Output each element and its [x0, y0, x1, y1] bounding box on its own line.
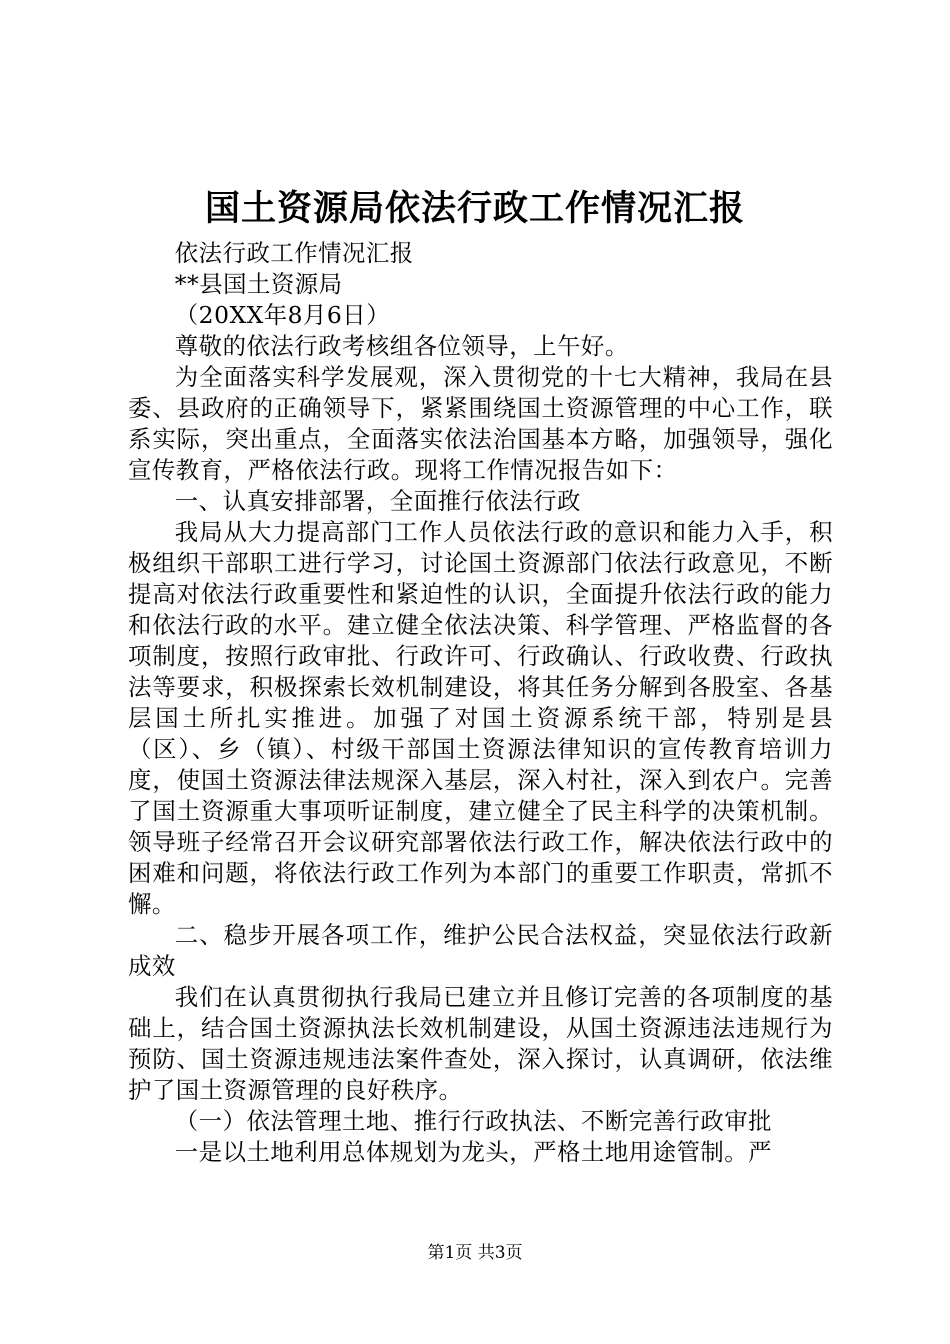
page-footer: 第1页 共3页 [427, 1243, 523, 1263]
subsection-heading: （一）依法管理土地、推行行政执法、不断完善行政审批 [174, 1107, 773, 1135]
section-heading: 一、认真安排部署，全面推行依法行政 [174, 487, 581, 515]
paragraph: 为全面落实科学发展观，深入贯彻党的十七大精神，我局在县委、县政府的正确领导下，紧紧围绕国土资源管理的中心工作，联系实际，突出重点，全面落实依法治国基本方略，加强领导，强化宣传教育，严格依法行政。现将工作情况报告如下： [128, 363, 833, 484]
document-title: 国土资源局依法行政工作情况汇报 [204, 188, 745, 229]
paragraph: 依法行政工作情况汇报 [174, 239, 414, 267]
section-heading: 二、稳步开展各项工作，维护公民合法权益，突显依法行政新成效 [128, 921, 833, 980]
paragraph: 尊敬的依法行政考核组各位领导，上午好。 [174, 332, 629, 360]
paragraph: 我局从大力提高部门工作人员依法行政的意识和能力入手，积极组织干部职工进行学习，讨论国土资源部门依法行政意见，不断提高对依法行政重要性和紧迫性的认识，全面提升依法行政的能力和依法行政的水平。建立健全依法决策、科学管理、严格监督的各项制度，按照行政审批、行政许可、行政确认、行政收费、行政执法等要求，积极探索长效机制建设，将其任务分解到各股室、各基层国土所扎实推进。加强了对国土资源系统干部，特别是县（区）、乡（镇）、村级干部国土资源法律知识的宣传教育培训力度，使国土资源法律法规深入基层，深入村社，深入到农户。完善了国土资源重大事项听证制度，建立健全了民主科学的决策机制。领导班子经常召开会议研究部署依法行政工作，解决依法行政中的困难和问题，将依法行政工作列为本部门的重要工作职责，常抓不懈。 [128, 518, 833, 918]
paragraph: 我们在认真贯彻执行我局已建立并且修订完善的各项制度的基础上，结合国土资源执法长效机制建设，从国土资源违法违规行为预防、国土资源违规违法案件查处，深入探讨，认真调研，依法维护了国土资源管理的良好秩序。 [128, 983, 833, 1104]
paragraph: 一是以土地利用总体规划为龙头，严格土地用途管制。严 [174, 1138, 773, 1166]
document-body [128, 238, 833, 1168]
paragraph: （20XX年8月6日） [174, 301, 391, 329]
paragraph: **县国土资源局 [174, 270, 343, 298]
